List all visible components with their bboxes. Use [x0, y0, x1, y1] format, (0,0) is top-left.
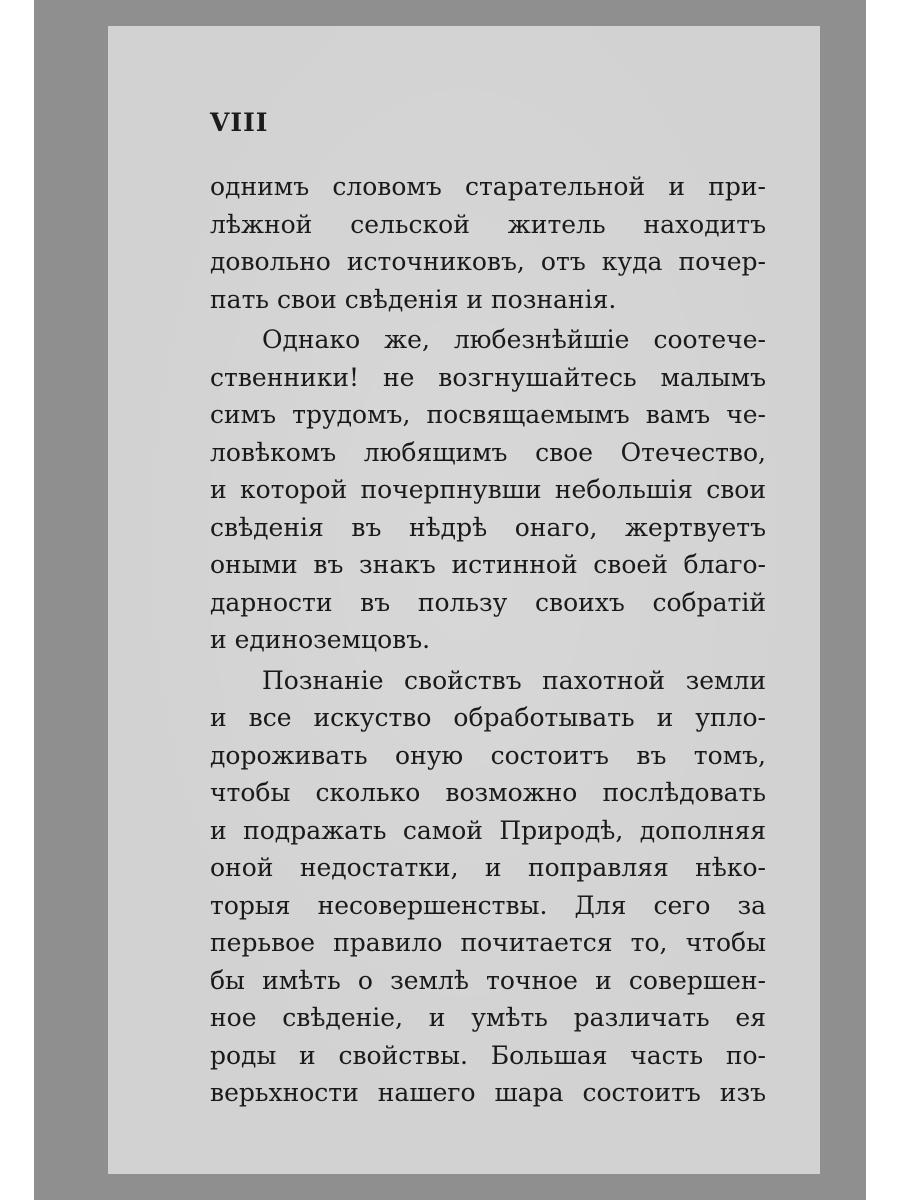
text-line: и все искуство обработывать и упло- [210, 703, 766, 732]
text-line: пать свои свѣденія и познанія. [210, 284, 617, 314]
text-line: и единоземцовъ. [210, 625, 431, 654]
text-line: и подражать самой Природѣ, дополняя [210, 815, 766, 845]
text-line: ственники! не возгнушайтесь малымъ [210, 362, 766, 392]
text-line: перьвое правило почитается то, чтобы [210, 928, 766, 957]
text-line: дарности въ пользу своихъ собратій [210, 587, 766, 617]
text-line: бы имѣть о землѣ точное и совершен- [210, 965, 766, 995]
text-line: торыя несовершенствы. Для сего за [210, 890, 766, 920]
text-line: оными въ знакъ истинной своей благо- [210, 550, 766, 579]
text-line: верьхности нашего шара состоитъ изъ [210, 1078, 766, 1107]
page-number: VIII [210, 108, 269, 137]
body-text [210, 168, 766, 1112]
text-line: ловѣкомъ любящимъ свое Отечество, [210, 437, 766, 467]
text-line: довольно источниковъ, отъ куда почер- [210, 247, 766, 276]
text-line: роды и свойствы. Большая часть по- [210, 1040, 766, 1070]
text-line: однимъ словомъ старательной и при- [210, 172, 766, 201]
text-line: ное свѣденіе, и умѣть различать ея [210, 1003, 766, 1032]
text-line: Познаніе свойствъ пахотной земли [262, 665, 766, 695]
text-line: лѣжной сельской житель находитъ [210, 209, 766, 239]
text-line: оной недостатки, и поправляя нѣко- [210, 853, 766, 882]
text-line: дороживать оную состоитъ въ томъ, [210, 740, 766, 770]
text-line: симъ трудомъ, посвящаемымъ вамъ че- [210, 400, 766, 429]
text-line: чтобы сколько возможно послѣдовать [210, 778, 766, 807]
text-line: Однако же, любезнѣйшіе соотече- [262, 325, 766, 354]
text-line: свѣденія въ нѣдрѣ онаго, жертвуетъ [210, 512, 766, 542]
text-line: и которой почерпнувши небольшія свои [210, 475, 766, 504]
